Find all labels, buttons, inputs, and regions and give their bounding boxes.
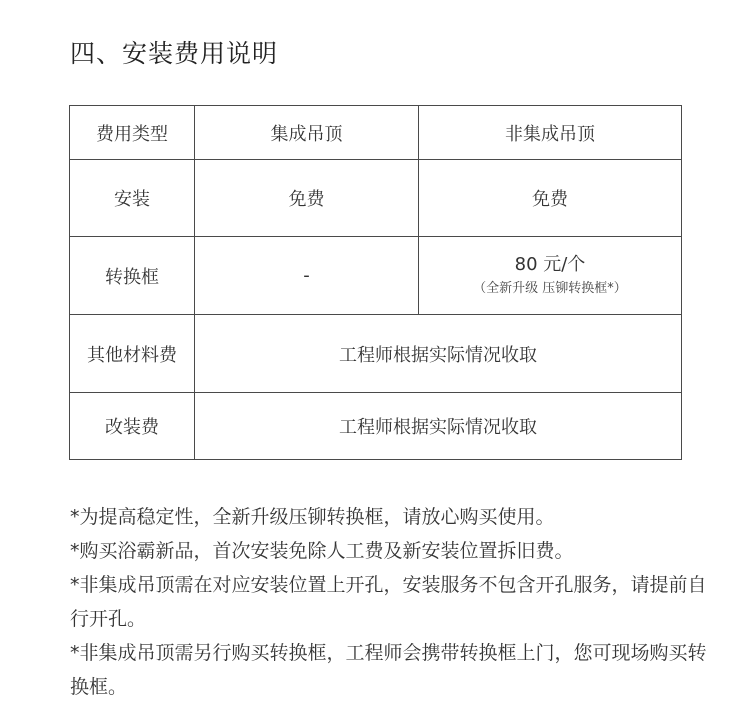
install-non-integrated-value: 免费 — [419, 160, 682, 237]
table-header-row — [70, 106, 682, 160]
note-item: *非集成吊顶需另行购买转换框，工程师会携带转换框上门，您可现场购买转换框。 — [70, 642, 707, 698]
notes-list — [70, 500, 710, 704]
page-title: 四、安装费用说明 — [70, 39, 279, 68]
header-fee-type: 费用类型 — [70, 106, 195, 160]
row-label-modification: 改装费 — [70, 393, 195, 460]
note-item: *为提高稳定性，全新升级压铆转换框，请放心购买使用。 — [70, 506, 555, 528]
other-materials-value: 工程师根据实际情况收取 — [195, 315, 682, 393]
table-row-other-materials — [70, 315, 682, 393]
header-non-integrated-ceiling: 非集成吊顶 — [419, 106, 682, 160]
note-item: *购买浴霸新品，首次安装免除人工费及新安装位置拆旧费。 — [70, 540, 574, 562]
converter-integrated-value: - — [195, 237, 419, 315]
converter-price-note: （全新升级 压铆转换框*） — [473, 280, 627, 296]
header-integrated-ceiling: 集成吊顶 — [195, 106, 419, 160]
table-row-modification — [70, 393, 682, 460]
fee-table — [69, 105, 682, 460]
table-row-install — [70, 160, 682, 237]
note-item: *非集成吊顶需在对应安装位置上开孔，安装服务不包含开孔服务，请提前自行开孔。 — [70, 574, 707, 630]
converter-non-integrated-cell — [419, 237, 682, 315]
modification-value: 工程师根据实际情况收取 — [195, 393, 682, 460]
row-label-install: 安装 — [70, 160, 195, 237]
install-integrated-value: 免费 — [195, 160, 419, 237]
row-label-converter: 转换框 — [70, 237, 195, 315]
table-row-converter — [70, 237, 682, 315]
converter-price: 80 元/个 — [514, 253, 586, 275]
row-label-other-materials: 其他材料费 — [70, 315, 195, 393]
